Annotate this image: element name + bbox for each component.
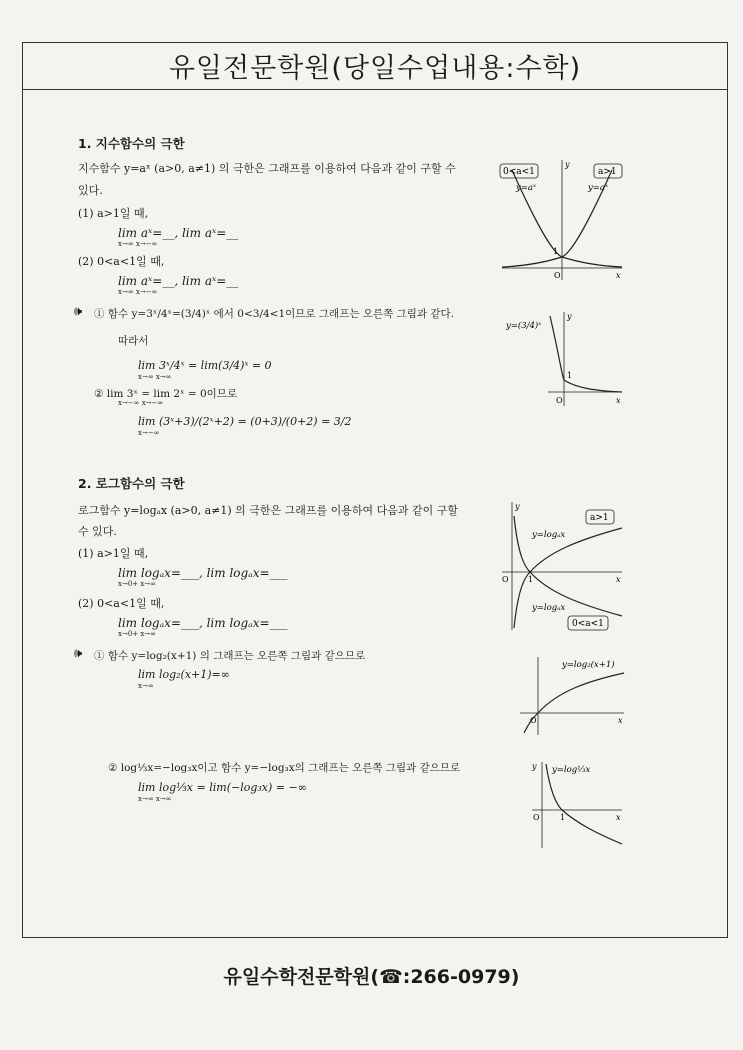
- speaker-icon: 🕪: [74, 304, 83, 319]
- section1-case2-sub: x→∞ x→−∞: [118, 288, 158, 296]
- section1-example2: ② lim 3ˣ = lim 2ˣ = 0이므로: [94, 388, 238, 400]
- graph2-one: 1: [567, 371, 573, 380]
- section1-example1: ① 함수 y=3ˣ/4ˣ=(3/4)ˣ 에서 0<3/4<1이므로 그래프는 오른쪽 그림과 같다.: [94, 308, 454, 320]
- curve-three-quarters: [550, 316, 622, 392]
- curve-log-decreasing: [514, 516, 622, 616]
- section2-case1-label: (1) a>1일 때,: [78, 547, 149, 560]
- graph1-label-left: 0<a<1: [503, 167, 535, 177]
- section1-example1-then: 따라서: [118, 335, 149, 347]
- graph3-label-bottom: 0<a<1: [572, 619, 604, 629]
- graph5-label: y=log⅓x: [552, 765, 591, 775]
- section2-example1-result: lim log₂(x+1)=∞: [138, 668, 230, 681]
- section2-intro-line2: 수 있다.: [78, 525, 117, 538]
- section2-intro-line1: 로그함수 y=logₐx (a>0, a≠1) 의 극한은 그래프를 이용하여 다음과 같이 구할: [78, 504, 459, 517]
- graph1-label-right: a>1: [598, 167, 617, 177]
- section1-case1-sub: x→∞ x→−∞: [118, 240, 158, 248]
- graph1-axis-x: x: [616, 271, 621, 280]
- section1-example1-result: lim 3ˣ/4ˣ = lim(3/4)ˣ = 0: [138, 359, 272, 372]
- graph1-curve-left: y=aˣ: [516, 183, 537, 193]
- section2-example2-result-sub: x→∞ x→∞: [138, 795, 172, 803]
- section2-case2-sub: x→0+ x→∞: [118, 630, 157, 638]
- exponential-graph: [498, 158, 626, 284]
- section1-intro-line2: 있다.: [78, 184, 103, 197]
- log2-graph: [518, 655, 626, 737]
- section1-case1-label: (1) a>1일 때,: [78, 207, 149, 220]
- graph3-axis-y: y: [515, 502, 520, 511]
- graph3-origin: O: [502, 575, 509, 584]
- speaker-icon-2: 🕪: [74, 646, 83, 661]
- section2-case1-sub: x→0+ x→∞: [118, 580, 157, 588]
- graph1-curve-right: y=aˣ: [588, 183, 609, 193]
- curve-log-one-third: [546, 764, 622, 844]
- section1-heading: 1. 지수함수의 극한: [78, 136, 185, 151]
- section2-case1-formula: lim logₐx=___, lim logₐx=___: [118, 566, 288, 580]
- section1-example2-sub: x→−∞ x→−∞: [118, 399, 164, 407]
- page-header: [22, 42, 728, 90]
- graph1-origin: O: [554, 271, 561, 280]
- graph3-curve-bottom: y=logₐx: [532, 603, 566, 613]
- section1-example1-result-sub: x→∞ x→∞: [138, 373, 172, 381]
- exponential-example-graph: [506, 310, 624, 410]
- section2-example1: ① 함수 y=log₂(x+1) 의 그래프는 오른쪽 그림과 같으므로: [94, 650, 366, 662]
- graph5-axis-y: y: [532, 762, 537, 771]
- section1-case1-formula: lim aˣ=__, lim aˣ=__: [118, 226, 239, 240]
- graph3-label-top: a>1: [590, 513, 609, 523]
- graph5-one: 1: [560, 813, 566, 822]
- curve-log2: [524, 673, 624, 733]
- log-one-third-graph: [528, 760, 624, 852]
- graph3-axis-x: x: [616, 575, 621, 584]
- graph3-one: 1: [528, 575, 534, 584]
- section1-case2-formula: lim aˣ=__, lim aˣ=__: [118, 274, 239, 288]
- graph1-one: 1: [553, 247, 559, 256]
- section2-case2-formula: lim logₐx=___, lim logₐx=___: [118, 616, 288, 630]
- graph4-label: y=log₂(x+1): [562, 660, 615, 670]
- logarithm-graph: [498, 500, 626, 634]
- graph2-axis-y: y: [567, 312, 572, 321]
- section1-example2-result-sub: x→−∞: [138, 429, 160, 437]
- graph4-origin: O: [530, 716, 537, 725]
- section2-example2-result: lim log⅓x = lim(−log₃x) = −∞: [138, 781, 307, 794]
- graph2-label: y=(3/4)ˣ: [506, 321, 542, 331]
- graph3-curve-top: y=logₐx: [532, 530, 566, 540]
- graph2-axis-x: x: [616, 396, 621, 405]
- graph2-origin: O: [556, 396, 563, 405]
- section2-case2-label: (2) 0<a<1일 때,: [78, 597, 165, 610]
- section1-example2-result: lim (3ˣ+3)/(2ˣ+2) = (0+3)/(0+2) = 3/2: [138, 415, 352, 428]
- section2-example2: ② log⅓x=−log₃x이고 함수 y=−log₃x의 그래프는 오른쪽 그림과 같으므로: [108, 762, 461, 774]
- graph5-origin: O: [533, 813, 540, 822]
- section1-intro-line1: 지수함수 y=aˣ (a>0, a≠1) 의 극한은 그래프를 이용하여 다음과 같이 구할 수: [78, 162, 456, 175]
- graph4-axis-x: x: [618, 716, 623, 725]
- section2-example1-result-sub: x→∞: [138, 682, 154, 690]
- section1-case2-label: (2) 0<a<1일 때,: [78, 255, 165, 268]
- page-footer: 유일수학전문학원(☎:266-0979): [223, 966, 520, 988]
- section2-heading: 2. 로그함수의 극한: [78, 476, 185, 491]
- graph1-axis-y: y: [565, 160, 570, 169]
- page-title: 유일전문학원(당일수업내용:수학): [168, 53, 582, 84]
- graph5-axis-x: x: [616, 813, 621, 822]
